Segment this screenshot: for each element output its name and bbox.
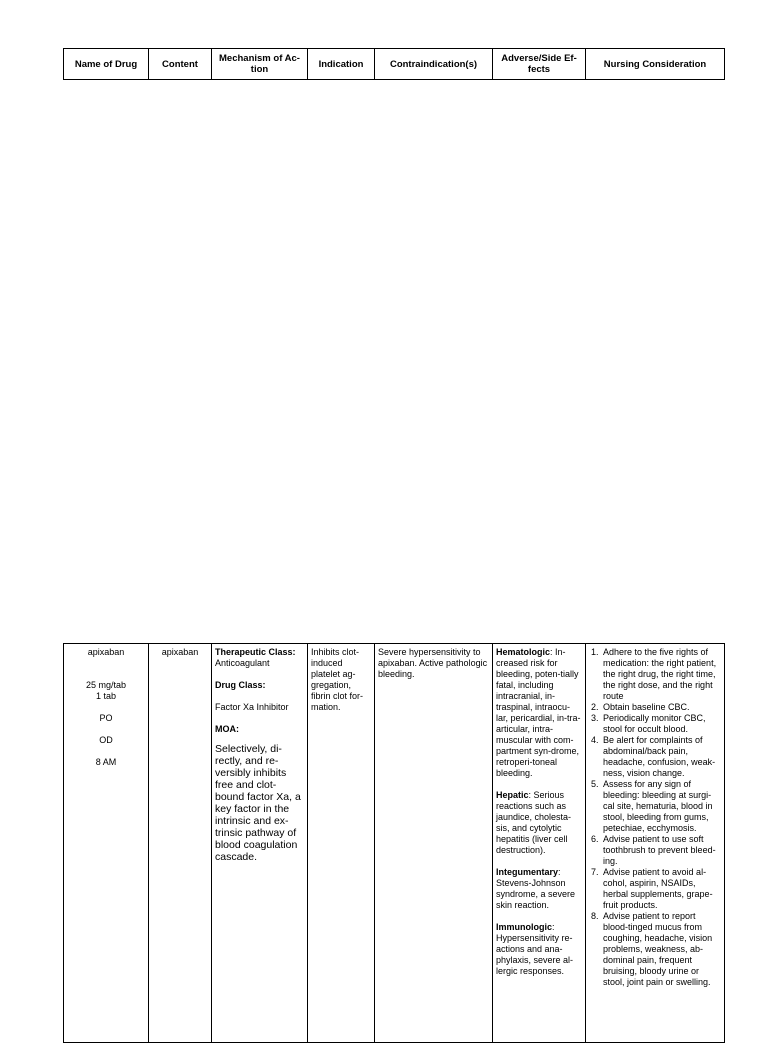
list-item: [591, 713, 721, 735]
hepatic-label: Hepatic: [496, 790, 529, 800]
list-item: [591, 702, 721, 713]
contraindications-cell: Severe hypersensitivity to apixaban. Active pathologic bleeding.: [375, 644, 493, 1043]
list-item: [591, 911, 721, 988]
drug-dose: 25 mg/tab: [85, 680, 127, 690]
adverse-cell: [493, 644, 586, 1043]
list-item-text: Obtain baseline CBC.: [603, 702, 690, 712]
adverse-immunologic: [496, 922, 582, 977]
list-item-number: 7.: [591, 867, 599, 877]
list-item: [591, 735, 721, 779]
list-item-text: Be alert for complaints of abdominal/back pain, headache, confusion, weak-ness, vision change.: [603, 735, 716, 778]
list-item-text: Advise patient to avoid al-cohol, aspirin, NSAIDs, herbal supplements, grape-fruit products.: [603, 867, 713, 910]
adverse-integumentary: [496, 867, 582, 911]
nursing-list: [589, 647, 721, 988]
list-item-number: 5.: [591, 779, 599, 789]
adverse-hepatic: [496, 790, 582, 856]
nursing-cell: [586, 644, 725, 1043]
drug-table-header: [63, 48, 725, 80]
list-item-text: Assess for any sign of bleeding: bleeding at surgi-cal site, hematuria, blood in stool, bleeding from gums, petechiae, ecchymosis.: [603, 779, 713, 833]
drug-route: PO: [99, 713, 113, 723]
header-nursing: Nursing Consideration: [586, 49, 725, 80]
list-item-number: 8.: [591, 911, 599, 921]
header-adverse: Adverse/Side Ef-fects: [493, 49, 586, 80]
header-indication: Indication: [308, 49, 375, 80]
list-item: [591, 834, 721, 867]
drug-frequency: OD: [99, 735, 113, 745]
header-mechanism: Mechanism of Ac-tion: [212, 49, 308, 80]
indication-cell: Inhibits clot-induced platelet ag-gregation, fibrin clot for-mation.: [308, 644, 375, 1043]
drug-class: Factor Xa Inhibitor: [215, 702, 289, 712]
integumentary-label: Integumentary: [496, 867, 559, 877]
header-content: Content: [149, 49, 212, 80]
list-item-number: 4.: [591, 735, 599, 745]
hematologic-text: : In-creased risk for bleeding, poten-tially fatal, including intracranial, in-traspinal, intraocu-lar, pericardial, in-tra-articular, intra-muscular with com-partment syn-drome, retroperi-toneal bleeding.: [496, 647, 581, 778]
list-item-text: Adhere to the five rights of medication: the right patient, the right drug, the right time, the right dose, and the right route: [603, 647, 717, 701]
moa-label: MOA:: [215, 724, 239, 734]
table-row: [64, 644, 725, 1043]
drug-time: 8 AM: [95, 757, 117, 767]
list-item-number: 1.: [591, 647, 599, 657]
list-item-text: Periodically monitor CBC, stool for occult blood.: [603, 713, 706, 734]
drug-content: apixaban: [161, 647, 199, 657]
therapeutic-class-label: Therapeutic Class:: [215, 647, 296, 657]
immunologic-label: Immunologic: [496, 922, 552, 932]
list-item-number: 3.: [591, 713, 599, 723]
list-item-number: 2.: [591, 702, 599, 712]
drug-table-body: [63, 643, 725, 1043]
mechanism-cell: [212, 644, 308, 1043]
drug-quantity: 1 tab: [95, 691, 117, 701]
header-contraindications: Contraindication(s): [375, 49, 493, 80]
list-item: [591, 647, 721, 702]
list-item-number: 6.: [591, 834, 599, 844]
list-item-text: Advise patient to report blood-tinged mucus from coughing, headache, vision problems, weakness, ab-dominal pain, frequent bruising, bloody urine or stool, joint pain or swelling.: [603, 911, 713, 987]
content-cell: [149, 644, 212, 1043]
drug-name: apixaban: [87, 647, 125, 657]
integumentary-text: : Stevens-Johnson syndrome, a severe skin reaction.: [496, 867, 576, 910]
list-item: [591, 867, 721, 911]
immunologic-text: : Hypersensitivity re-actions and ana-phylaxis, severe al-lergic responses.: [496, 922, 574, 976]
moa-text: Selectively, di-rectly, and re-versibly inhibits free and clot-bound factor Xa, a key factor in the intrinsic and ex-trinsic pathway of blood coagulation cascade.: [215, 743, 301, 863]
adverse-hematologic: [496, 647, 582, 779]
list-item: [591, 779, 721, 834]
therapeutic-class: Anticoagulant: [215, 658, 270, 668]
drug-class-label: Drug Class:: [215, 680, 266, 690]
hematologic-label: Hematologic: [496, 647, 551, 657]
list-item-text: Advise patient to use soft toothbrush to prevent bleed-ing.: [603, 834, 716, 866]
header-row: [64, 49, 725, 80]
drug-name-cell: [64, 644, 149, 1043]
hepatic-text: : Serious reactions such as jaundice, cholesta-sis, and cytolytic hepatitis (liver cell destruction).: [496, 790, 572, 855]
header-name-of-drug: Name of Drug: [64, 49, 149, 80]
